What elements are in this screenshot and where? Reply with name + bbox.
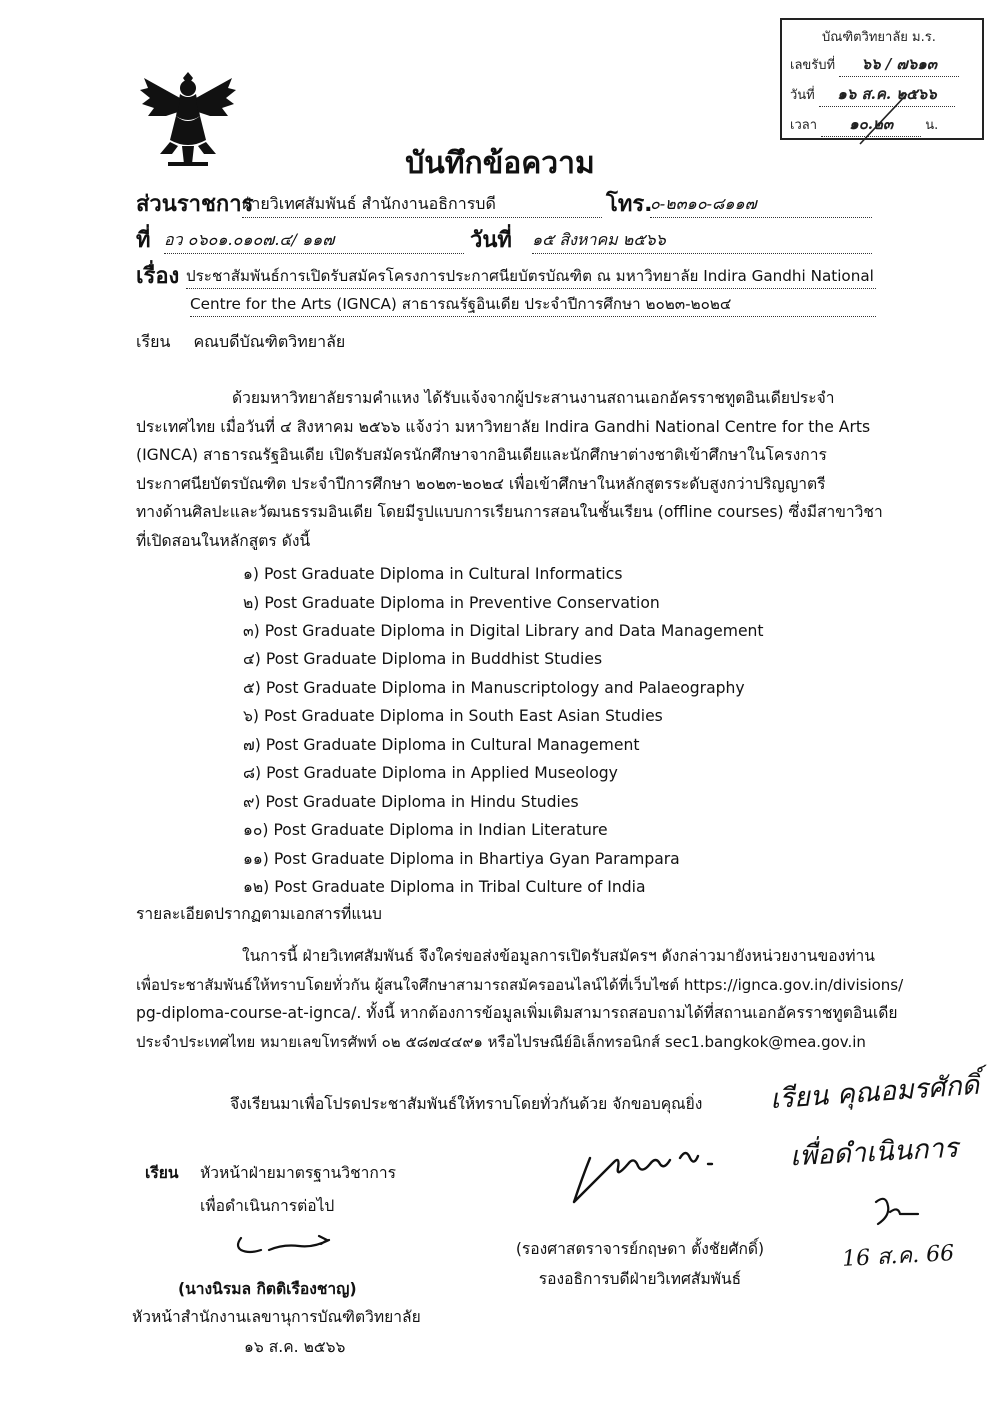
list-item: ๖) Post Graduate Diploma in South East Asian Studies bbox=[243, 707, 663, 725]
stamp-slash-mark bbox=[852, 90, 912, 150]
stamp-title: บัณฑิตวิทยาลัย ม.ร. bbox=[822, 30, 936, 45]
subject-label: เรื่อง bbox=[136, 264, 180, 289]
forward-note-date: ๑๖ ส.ค. ๒๕๖๖ bbox=[244, 1338, 346, 1356]
receipt-stamp bbox=[780, 18, 984, 140]
memo-title: บันทึกข้อความ bbox=[405, 146, 595, 181]
paragraph-line: เพื่อประชาสัมพันธ์ให้ทราบโดยทั่วกัน ผู้สนใจศึกษาสามารถสมัครออนไลน์ได้ที่เว็บไซต์ https://ignca.gov.in/divisions/ bbox=[136, 975, 904, 994]
attachment-note: รายละเอียดปรากฏตามเอกสารที่แนบ bbox=[136, 905, 382, 923]
department-row bbox=[136, 186, 872, 216]
signature-main bbox=[560, 1128, 730, 1208]
paragraph-line: ประกาศนียบัตรบัณฑิต ประจำปีการศึกษา ๒๐๒๓-๒๐๒๔ เพื่อเข้าศึกษาในหลักสูตรระดับสูงกว่าปริญญาตรี bbox=[136, 474, 826, 493]
paragraph-line: ประจำประเทศไทย หมายเลขโทรศัพท์ ๐๒ ๕๘๗๔๔๙๑ หรือไปรษณีย์อิเล็กทรอนิกส์ sec1.bangkok@mea.gov.in bbox=[136, 1032, 866, 1051]
paragraph-intro bbox=[136, 384, 883, 555]
list-item: ๓) Post Graduate Diploma in Digital Library and Data Management bbox=[243, 622, 764, 640]
reference-value: อว ๐๖๐๑.๐๑๐๗.๔/ ๑๑๗ bbox=[164, 228, 464, 254]
department-label: ส่วนราชการ bbox=[136, 192, 254, 217]
list-item: ๑) Post Graduate Diploma in Cultural Informatics bbox=[243, 565, 623, 583]
telephone-label: โทร. bbox=[606, 192, 653, 217]
forward-note-to: หัวหน้าฝ่ายมาตรฐานวิชาการ bbox=[200, 1164, 396, 1182]
forward-note-action: เพื่อดำเนินการต่อไป bbox=[200, 1197, 335, 1215]
stamp-receipt-label: เลขรับที่ bbox=[790, 58, 836, 73]
telephone-value: ๐-๒๓๑๐-๘๑๑๗ bbox=[650, 192, 872, 218]
signer-name: (รองศาสตราจารย์กฤษดา ตั้งชัยศักดิ์) bbox=[515, 1240, 765, 1258]
forward-note-name: (นางนิรมล กิตติเรืองชาญ) bbox=[178, 1280, 357, 1298]
reference-label: ที่ bbox=[136, 228, 151, 253]
stamp-date-label: วันที่ bbox=[790, 88, 815, 103]
salutation-label: เรียน bbox=[136, 332, 171, 351]
paragraph-line: pg-diploma-course-at-ignca/. ทั้งนี้ หากต้องการข้อมูลเพิ่มเติมสามารถสอบถามได้ที่สถานเอกอัครราชทูตอินเดีย bbox=[136, 1004, 898, 1022]
department-value: ฝ่ายวิเทศสัมพันธ์ สำนักงานอธิการบดี bbox=[242, 192, 602, 218]
paragraph-line: (IGNCA) สาธารณรัฐอินเดีย เปิดรับสมัครนักศึกษาจากอินเดียและนักศึกษาต่างชาติเข้าศึกษาในโครงการ bbox=[136, 446, 827, 464]
list-item: ๑๑) Post Graduate Diploma in Bhartiya Gyan Parampara bbox=[243, 850, 680, 868]
signer-position: รองอธิการบดีฝ่ายวิเทศสัมพันธ์ bbox=[538, 1270, 742, 1288]
paragraph-line: ในการนี้ ฝ่ายวิเทศสัมพันธ์ จึงใคร่ขอส่งข้อมูลการเปิดรับสมัครฯ ดังกล่าวมายังหน่วยงานของท่าน bbox=[242, 947, 875, 965]
date-value: ๑๕ สิงหาคม ๒๕๖๖ bbox=[532, 228, 872, 254]
list-item: ๙) Post Graduate Diploma in Hindu Studies bbox=[243, 793, 579, 811]
paragraph-line: ด้วยมหาวิทยาลัยรามคำแหง ได้รับแจ้งจากผู้ประสานงานสถานเอกอัครราชทูตอินเดียประจำ bbox=[232, 389, 835, 407]
handwritten-note-date: 16 ส.ค. 66 bbox=[841, 1241, 955, 1272]
stamp-time-value: ๑๐.๒๓ bbox=[821, 112, 921, 137]
garuda-emblem-icon bbox=[138, 66, 238, 172]
handwritten-note-line-1: เรียน คุณอมรศักดิ์ bbox=[769, 1069, 981, 1116]
forward-note-label: เรียน bbox=[145, 1164, 179, 1182]
stamp-time-suffix: น. bbox=[925, 118, 939, 133]
forward-note-position: หัวหน้าสำนักงานเลขานุการบัณฑิตวิทยาลัย bbox=[132, 1308, 421, 1326]
salutation-value: คณบดีบัณฑิตวิทยาลัย bbox=[193, 332, 346, 351]
list-item: ๑๒) Post Graduate Diploma in Tribal Culture of India bbox=[243, 878, 646, 896]
list-item: ๑๐) Post Graduate Diploma in Indian Literature bbox=[243, 821, 608, 839]
list-item: ๘) Post Graduate Diploma in Applied Museology bbox=[243, 764, 618, 782]
salutation bbox=[136, 330, 345, 355]
paragraph-line: ประเทศไทย เมื่อวันที่ ๔ สิงหาคม ๒๕๖๖ แจ้งว่า มหาวิทยาลัย Indira Gandhi National Centre for the Arts bbox=[136, 417, 871, 436]
signature-left bbox=[225, 1232, 335, 1268]
paragraph-line: ทางด้านศิลปะและวัฒนธรรมอินเดีย โดยมีรูปแบบการเรียนการสอนในชั้นเรียน (offline courses) ซึ่งมีสาขาวิชา bbox=[136, 503, 883, 521]
paragraph-details bbox=[136, 942, 904, 1056]
date-label: วันที่ bbox=[470, 228, 512, 253]
paragraph-line: ที่เปิดสอนในหลักสูตร ดังนี้ bbox=[136, 531, 311, 550]
stamp-date-value: ๑๖ ส.ค. ๒๕๖๖ bbox=[819, 82, 955, 107]
subject-line-2: Centre for the Arts (IGNCA) สาธารณรัฐอินเดีย ประจำปีการศึกษา ๒๐๒๓-๒๐๒๔ bbox=[190, 292, 876, 317]
closing-text: จึงเรียนมาเพื่อโปรดประชาสัมพันธ์ให้ทราบโดยทั่วกันด้วย จักขอบคุณยิ่ง bbox=[230, 1095, 703, 1113]
reference-row bbox=[136, 222, 872, 252]
handwritten-note-line-2: เพื่อดำเนินการ bbox=[789, 1132, 959, 1173]
subject-row bbox=[136, 258, 876, 318]
stamp-receipt-value: ๖๖ / ๗๖๑๓ bbox=[839, 52, 959, 77]
list-item: ๔) Post Graduate Diploma in Buddhist Studies bbox=[243, 650, 603, 668]
list-item: ๕) Post Graduate Diploma in Manuscriptology and Palaeography bbox=[243, 679, 745, 697]
list-item: ๒) Post Graduate Diploma in Preventive Conservation bbox=[243, 594, 660, 612]
list-item: ๗) Post Graduate Diploma in Cultural Management bbox=[243, 736, 640, 754]
subject-line-1: ประชาสัมพันธ์การเปิดรับสมัครโครงการประกาศนียบัตรบัณฑิต ณ มหาวิทยาลัย Indira Gandhi National bbox=[186, 264, 876, 289]
stamp-time-label: เวลา bbox=[790, 118, 818, 133]
handwritten-initials bbox=[870, 1192, 940, 1232]
